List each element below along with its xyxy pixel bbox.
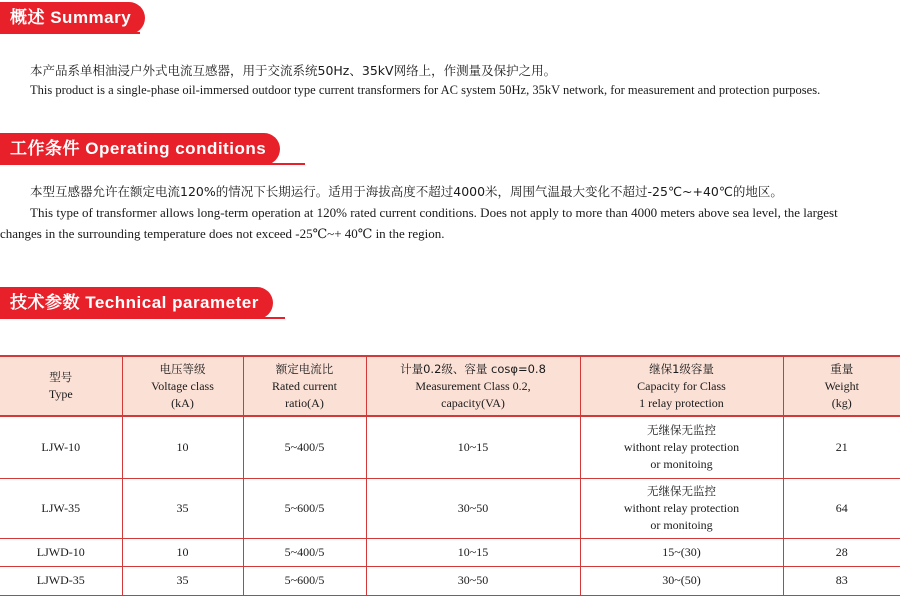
column-header-line: (kg) — [831, 395, 852, 410]
relay-capacity-line: 15~(30) — [662, 544, 701, 559]
cell-type: LJWD-10 — [0, 538, 122, 566]
cell-measurement-capacity: 10~15 — [366, 416, 580, 478]
cell-weight: 83 — [783, 566, 900, 595]
cell-weight: 64 — [783, 478, 900, 538]
column-header-line: 计量0.2级、容量 cosφ=0.8 — [400, 361, 546, 376]
cell-type: LJW-10 — [0, 416, 122, 478]
cell-weight: 21 — [783, 416, 900, 478]
cell-relay-capacity — [580, 566, 783, 595]
relay-capacity-line: 30~(50) — [662, 573, 701, 587]
column-header-line: (kA) — [171, 395, 194, 410]
column-header-line: 继保1级容量 — [649, 361, 714, 376]
column-header-line: ratio(A) — [285, 395, 324, 410]
column-header-line: 重量 — [830, 361, 854, 376]
column-header-weight — [783, 356, 900, 416]
table-row — [0, 416, 900, 478]
cell-measurement-capacity: 30~50 — [366, 478, 580, 538]
technical-heading-rule — [0, 317, 285, 319]
summary-en-text: This product is a single-phase oil-immersed outdoor type current transformers for AC system 50Hz, 35kV network, for measurement and protection purposes. — [30, 83, 821, 97]
summary-heading-rule — [0, 32, 140, 34]
cell-relay-capacity — [580, 538, 783, 566]
operating-en-line1: This type of transformer allows long-term operation at 120% rated current conditions. Does not apply to more than 4000 meters above sea level, the largest — [30, 205, 838, 220]
column-header-line: 电压等级 — [159, 361, 206, 376]
column-header-type — [0, 356, 122, 416]
relay-capacity-line: or monitoing — [650, 456, 713, 471]
column-header-line: Weight — [824, 378, 859, 393]
relay-capacity-line: withont relay protection — [623, 500, 740, 515]
operating-heading: 工作条件 Operating conditions — [0, 133, 280, 165]
cell-voltage-class: 10 — [122, 538, 243, 566]
relay-capacity-line: or monitoing — [650, 517, 713, 532]
cell-rated-current-ratio: 5~600/5 — [243, 566, 366, 595]
cell-voltage-class: 35 — [122, 566, 243, 595]
relay-capacity-line: 无继保无监控 — [647, 483, 716, 498]
cell-type: LJW-35 — [0, 478, 122, 538]
column-header-line: Capacity for Class — [637, 378, 726, 393]
cell-weight: 28 — [783, 538, 900, 566]
operating-en-line2: changes in the surrounding temperature does not exceed -25℃~+ 40℃ in the region. — [0, 226, 445, 241]
column-header-line: 型号 — [49, 370, 73, 384]
technical-parameter-table — [0, 355, 900, 596]
summary-cn-text: 本产品系单相油浸户外式电流互感器，用于交流系统50Hz、35kV网络上，作测量及保护之用。 — [30, 63, 557, 78]
column-header-line: Voltage class — [151, 378, 214, 393]
column-header-line: Type — [48, 387, 73, 401]
table-row — [0, 538, 900, 566]
operating-cn-text: 本型互感器允许在额定电流120%的情况下长期运行。适用于海拔高度不超过4000米，周围气温最大变化不超过-25℃~+40℃的地区。 — [30, 184, 783, 199]
cell-rated-current-ratio: 5~400/5 — [243, 416, 366, 478]
column-header-rated-current-ratio — [243, 356, 366, 416]
cell-rated-current-ratio: 5~600/5 — [243, 478, 366, 538]
cell-voltage-class: 35 — [122, 478, 243, 538]
cell-voltage-class: 10 — [122, 416, 243, 478]
relay-capacity-line: 无继保无监控 — [647, 422, 716, 437]
column-header-voltage-class — [122, 356, 243, 416]
column-header-relay-capacity — [580, 356, 783, 416]
operating-heading-rule — [0, 163, 305, 165]
column-header-line: 额定电流比 — [275, 361, 334, 376]
column-header-line: Rated current — [272, 378, 337, 393]
table-row — [0, 478, 900, 538]
cell-measurement-capacity: 30~50 — [366, 566, 580, 595]
table-row — [0, 566, 900, 595]
cell-relay-capacity — [580, 478, 783, 538]
cell-type: LJWD-35 — [0, 566, 122, 595]
column-header-line: 1 relay protection — [639, 395, 724, 410]
summary-heading: 概述 Summary — [0, 2, 145, 34]
cell-measurement-capacity: 10~15 — [366, 538, 580, 566]
relay-capacity-line: withont relay protection — [623, 439, 740, 454]
table-header-row — [0, 356, 900, 416]
cell-relay-capacity — [580, 416, 783, 478]
column-header-measurement-capacity — [366, 356, 580, 416]
column-header-line: capacity(VA) — [441, 395, 505, 410]
technical-heading: 技术参数 Technical parameter — [0, 287, 273, 319]
cell-rated-current-ratio: 5~400/5 — [243, 538, 366, 566]
column-header-line: Measurement Class 0.2, — [415, 378, 531, 393]
